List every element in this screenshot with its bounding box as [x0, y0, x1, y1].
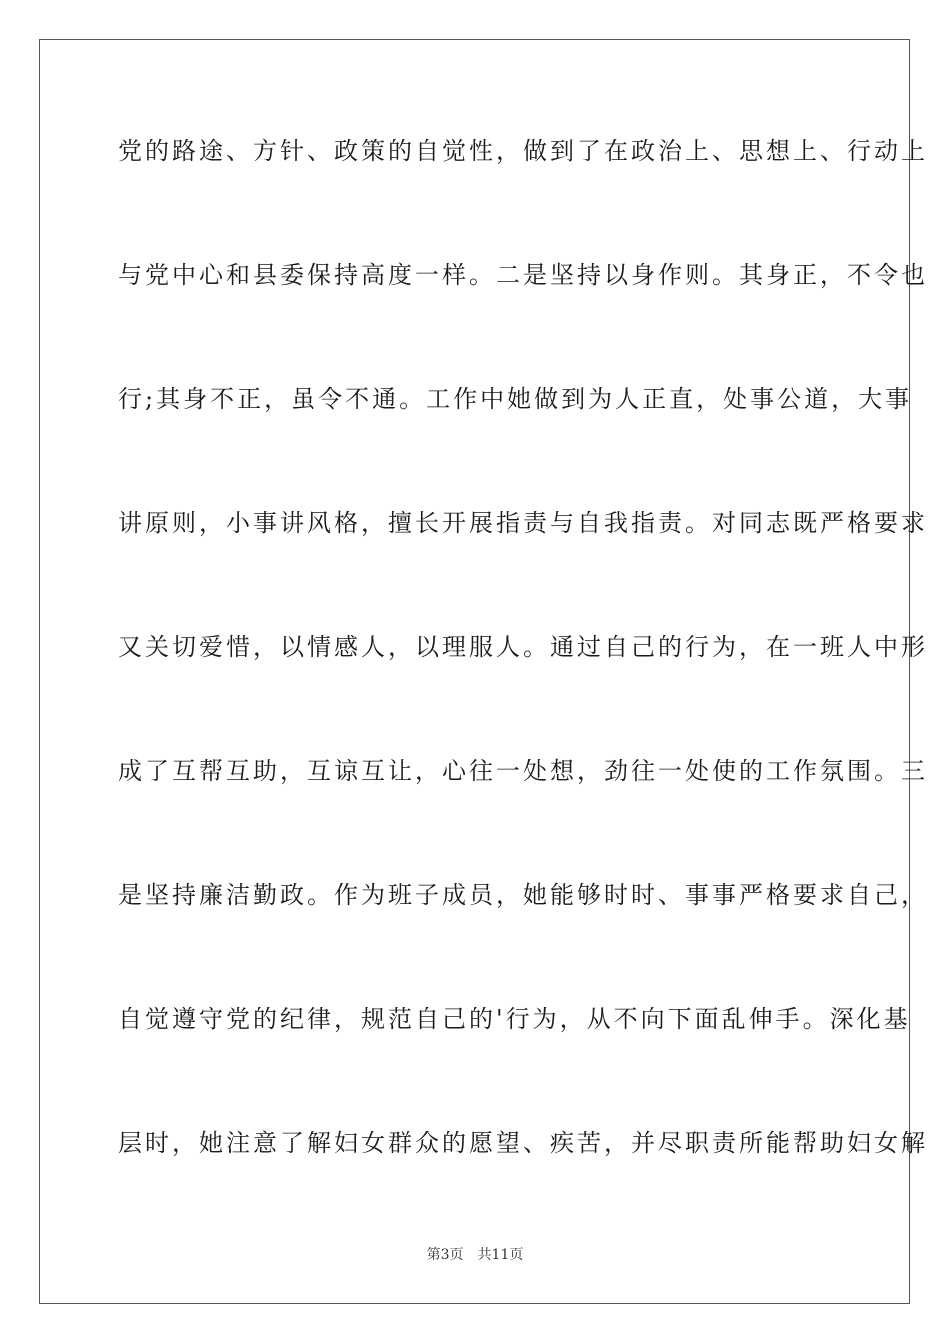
page-number: 第3页	[426, 1247, 464, 1263]
text-line: 成了互帮互助，互谅互让，心往一处想，劲往一处使的工作氛围。三	[118, 757, 928, 785]
text-line: 与党中心和县委保持高度一样。二是坚持以身作则。其身正，不令也	[118, 261, 928, 289]
text-line: 党的路途、方针、政策的自觉性，做到了在政治上、思想上、行动上	[118, 137, 928, 165]
text-line: 是坚持廉洁勤政。作为班子成员，她能够时时、事事严格要求自己，	[118, 881, 928, 909]
page-footer	[0, 1246, 950, 1264]
text-line: 行;其身不正，虽令不通。工作中她做到为人正直，处事公道，大事	[118, 385, 913, 413]
text-line: 又关切爱惜，以情感人，以理服人。通过自己的行为，在一班人中形	[118, 633, 928, 661]
text-line: 层时，她注意了解妇女群众的愿望、疾苦，并尽职责所能帮助妇女解	[118, 1129, 928, 1157]
text-line: 讲原则，小事讲风格，擅长开展指责与自我指责。对同志既严格要求	[118, 509, 928, 537]
page-total: 共11页	[477, 1247, 524, 1263]
text-line: 自觉遵守党的纪律，规范自己的'行为，从不向下面乱伸手。深化基	[118, 1005, 911, 1033]
page-border	[39, 39, 928, 1304]
